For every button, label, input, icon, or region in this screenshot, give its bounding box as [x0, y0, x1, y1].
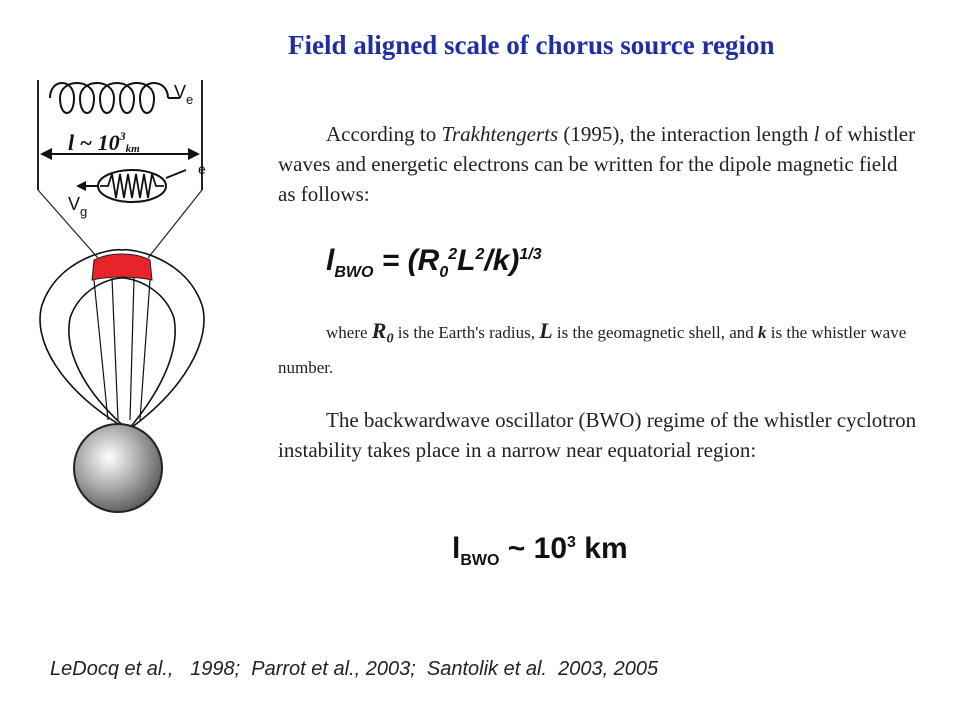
ve-label: $V_e$ — [174, 82, 194, 107]
wave-oscillation — [100, 174, 164, 198]
field-line-inner — [69, 278, 175, 430]
paragraph-definitions: where $R_0$ is the Earth's radius, L is the geomagnetic shell, and k is the whistler wave number. — [278, 318, 907, 378]
variable-l: l — [813, 122, 820, 146]
chorus-source-diagram — [30, 70, 230, 550]
converge-line-2 — [112, 278, 118, 420]
bwo-result: $l_{BWO}$ ~ $10^3$ km — [452, 532, 628, 569]
paragraph-bwo-regime: The backwardwave oscillator (BWO) regime of the whistler cyclotron instability takes place in a narrow near equatorial region: — [278, 408, 917, 462]
slide-title: Field aligned scale of chorus source region — [288, 30, 775, 60]
e-label: e — [198, 161, 206, 177]
vg-arrowhead — [76, 181, 86, 191]
converge-line-3 — [130, 278, 134, 420]
paragraph-interaction-length: According to Trakhtengerts (1995), the interaction length l of whistler waves and energetic electrons can be written for the dipole magnetic field as follows: — [278, 122, 916, 206]
funnel-right — [148, 190, 202, 258]
author-name: Trakhtengerts — [441, 122, 559, 146]
earth-globe — [74, 424, 162, 512]
bwo-formula: $l_{BWO} = (R_0^2L^2/k)^{1/3}$ — [326, 244, 542, 281]
scale-arrow-left-head — [40, 148, 52, 160]
converge-line-1 — [94, 280, 108, 420]
e-arrow — [166, 170, 186, 178]
vg-label: $V_g$ — [68, 194, 88, 219]
converge-line-4 — [140, 280, 150, 420]
references: LeDocq et al., 1998; Parrot et al., 2003; Santolik et al. 2003, 2005 — [50, 658, 659, 680]
scale-arrow-right-head — [188, 148, 200, 160]
scale-label: l ~ $10^3_{km}$ — [68, 129, 140, 155]
electron-helix — [50, 83, 168, 113]
source-region — [92, 254, 152, 280]
